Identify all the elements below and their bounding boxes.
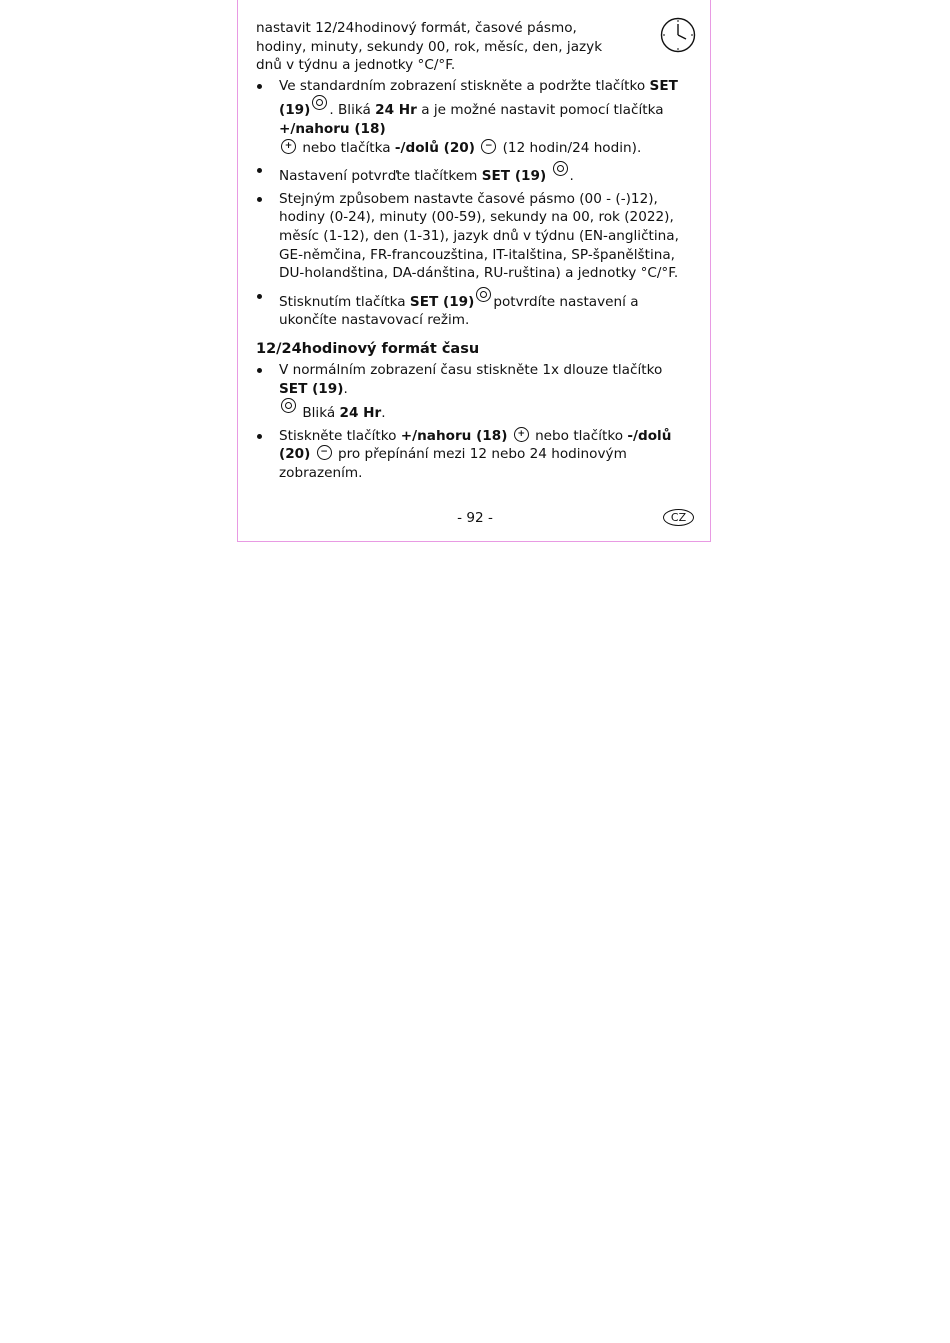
settings-steps-list <box>256 77 694 330</box>
page-number: - 92 - <box>457 510 493 526</box>
set-button-icon <box>281 398 296 413</box>
manual-page <box>237 0 711 542</box>
up-button-ref: +/nahoru (18) <box>400 427 508 444</box>
plus-button-icon: + <box>281 139 296 154</box>
set-button-icon <box>476 287 491 302</box>
format-steps-list <box>256 361 694 483</box>
set-button-icon <box>553 161 568 176</box>
set-button-ref: SET (19) <box>481 168 547 185</box>
set-button-ref: SET (19) <box>279 77 678 119</box>
page-content <box>256 19 694 486</box>
list-item: Stejným způsobem nastavte časové pásmo (00 - (-)12), hodiny (0-24), minuty (00-59), sekundy na 00, rok (2022), měsíc (1-12), den (1-31), jazyk dnů v týdnu (EN-angličtina, GE-němčina, FR-francouzština, IT-italština, SP-španělština, DU-holandština, DA-dánština, RU-ruština) a jednotky °C/°F. <box>256 190 694 283</box>
down-button-ref: -/dolů (20) <box>394 139 475 156</box>
list-item: V normálním zobrazení času stiskněte 1x dlouze tlačítko SET (19). Bliká 24 Hr. <box>256 361 694 423</box>
set-button-icon <box>312 95 327 110</box>
set-button-ref: SET (19) <box>409 293 475 310</box>
minus-button-icon: − <box>317 445 332 460</box>
minus-button-icon: − <box>481 139 496 154</box>
intro-paragraph: nastavit 12/24hodinový formát, časové pásmo, hodiny, minuty, sekundy 00, rok, měsíc, den, jazyk dnů v týdnu a jednotky °C/°F. <box>256 20 603 74</box>
list-item: Ve standardním zobrazení stiskněte a podržte tlačítko SET (19) . Bliká 24 Hr a je možné nastavit pomocí tlačítka +/nahoru (18) + nebo tlačítka -/dolů (20) − (12 hodin/24 hodin). <box>256 77 694 157</box>
list-item: Stisknutím tlačítka SET (19) potvrdíte nastavení a ukončíte nastavovací režim. <box>256 287 694 330</box>
up-button-ref: +/nahoru (18) <box>279 120 386 137</box>
list-item: Stiskněte tlačítko +/nahoru (18) + nebo tlačítko -/dolů (20) − pro přepínání mezi 12 nebo 24 hodinovým zobrazením. <box>256 427 694 483</box>
section-heading: 12/24hodinový formát času <box>256 340 480 357</box>
set-button-ref: SET (19) <box>279 380 344 397</box>
plus-button-icon: + <box>514 427 529 442</box>
country-code-badge: CZ <box>663 509 694 526</box>
down-button-ref: -/dolů (20) <box>279 427 672 463</box>
list-item: Nastavení potvrďte tlačítkem SET (19) . <box>256 161 694 186</box>
